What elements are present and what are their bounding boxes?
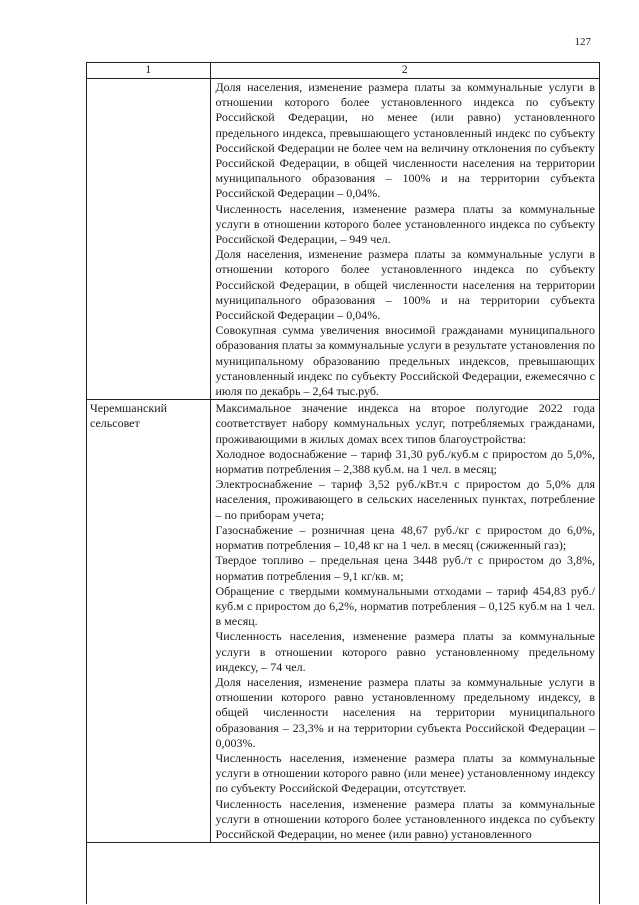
description-cell (210, 400, 599, 843)
paragraph: Электроснабжение – тариф 3,52 руб./кВт.ч с приростом до 5,0% для населения, проживающего в сельских населенных пунктах, потребление – по приборам учета; (215, 477, 595, 522)
document-table (86, 62, 600, 904)
paragraph: Численность населения, изменение размера платы за коммунальные услуги в отношении которого более установленного индекса по субъекту Российской Федерации, но менее (или равно) установленного (215, 796, 595, 841)
table-row (87, 79, 599, 400)
paragraph: Обращение с твердыми коммунальными отходами – тариф 454,83 руб./куб.м с приростом до 6,2%, норматив потребления – 0,125 куб.м на 1 чел. в месяц. (215, 583, 595, 629)
paragraph: Совокупная сумма увеличения вносимой гражданами муниципального образования платы за коммунальные услуги в результате установления по муниципальному образованию предельных индексов, превышающих установленный индекс по субъекту Российской Федерации, ежемесячно с июля по декабрь – 2,64 тыс.руб. (215, 323, 595, 399)
paragraph: Доля населения, изменение размера платы за коммунальные услуги в отношении которого более установленного индекса по субъекту Российской Федерации, в общей численности населения на территории муниципального образования – 100% и на территории субъекта Российской Федерации – 0,04%. (215, 247, 595, 323)
paragraph: Доля населения, изменение размера платы за коммунальные услуги в отношении которого более установленного индекса по субъекту Российской Федерации, но менее (или равно) установленного предельного индекса, превышающего установленный индекс по субъекту Российской Федерации не более чем на величину отклонения по субъекту Российской Федерации, в общей численности населения на территории муниципального образования – 100% и на территории субъекта Российской Федерации – 0,04%. (215, 80, 595, 201)
paragraph: Максимальное значение индекса на второе полугодие 2022 года соответствует набору коммунальных услуг, потребляемых гражданами, проживающими в жилых домах всех типов благоустройства: (215, 401, 595, 446)
column-header-1: 1 (87, 63, 210, 79)
paragraph: Твердое топливо – предельная цена 3448 руб./т с приростом до 3,8%, норматив потребления – 9,1 кг/кв. м; (215, 553, 595, 583)
table-header-row (87, 63, 599, 79)
municipality-cell (87, 79, 210, 400)
paragraph: Численность населения, изменение размера платы за коммунальные услуги в отношении которого равно (или менее) установленному индексу по субъекту Российской Федерации, отсутствует. (215, 750, 595, 796)
column-header-2: 2 (210, 63, 599, 79)
table-row (87, 400, 599, 843)
description-cell (210, 79, 599, 400)
paragraph: Численность населения, изменение размера платы за коммунальные услуги в отношении которого равно установленному предельному индексу, – 74 чел. (215, 629, 595, 674)
paragraph: Газоснабжение – розничная цена 48,67 руб./кг с приростом до 6,0%, норматив потребления – 10,48 кг на 1 чел. в месяц (сжиженный газ); (215, 522, 595, 553)
paragraph: Доля населения, изменение размера платы за коммунальные услуги в отношении которого равно установленному предельному индексу, в общей численности населения на территории муниципального образования – 23,3% и на территории субъекта Российской Федерации – 0,003%. (215, 674, 595, 750)
paragraph: Численность населения, изменение размера платы за коммунальные услуги в отношении которого более установленного индекса по субъекту Российской Федерации, – 949 чел. (215, 201, 595, 247)
page-number: 127 (574, 36, 591, 48)
municipality-cell: Черемшанский сельсовет (87, 400, 210, 843)
paragraph: Холодное водоснабжение – тариф 31,30 руб./куб.м с приростом до 5,0%, норматив потребления – 2,388 куб.м. на 1 чел. в месяц; (215, 446, 595, 477)
